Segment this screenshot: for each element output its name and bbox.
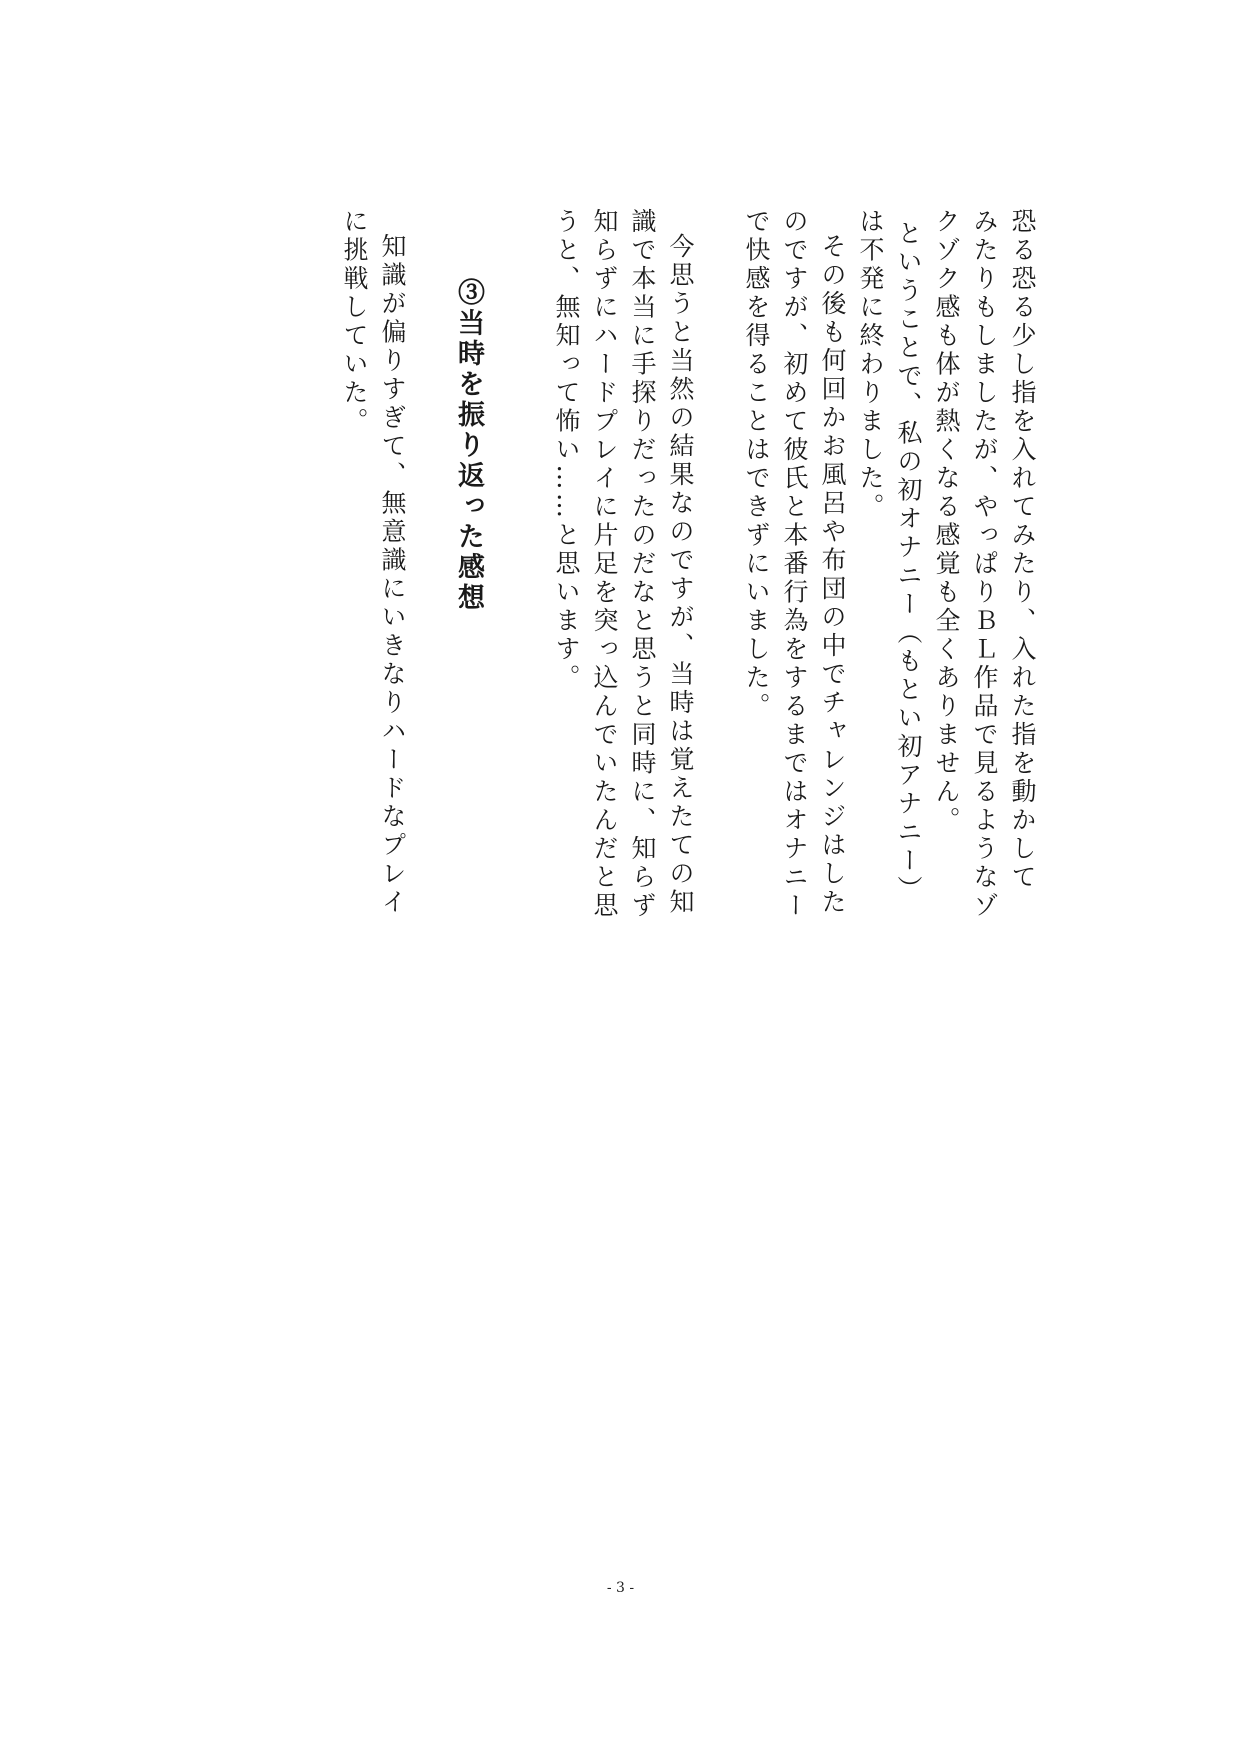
text-line: ということで、私の初オナニー（もとい初アナニー） bbox=[894, 220, 923, 904]
paragraph-gap bbox=[699, 208, 737, 868]
text-line: クゾク感も体が熱くなる感覚も全くありません。 bbox=[932, 208, 961, 835]
section-gap bbox=[487, 208, 547, 868]
text-line: 識で本当に手探りだったのだなと思うと同時に、知らず bbox=[628, 208, 657, 921]
text-line: みたりもしましたが、やっぱりＢＬ作品で見るようなゾ bbox=[970, 208, 999, 921]
text-line: は不発に終わりました。 bbox=[856, 208, 885, 522]
text-line: に挑戦していた。 bbox=[340, 208, 369, 436]
heading-gap bbox=[411, 208, 449, 868]
section-heading: ③当時を振り返った感想 bbox=[453, 278, 484, 614]
text-line: 恐る恐る少し指を入れてみたり、入れた指を動かして bbox=[1008, 208, 1037, 892]
page-number: - 3 - bbox=[606, 1580, 635, 1596]
text-line: のですが、初めて彼氏と本番行為をするまではオナニー bbox=[780, 208, 809, 921]
text-line: 今思うと当然の結果なのですが、当時は覚えたての知 bbox=[666, 233, 695, 917]
text-line: その後も何回かお風呂や布団の中でチャレンジはした bbox=[818, 233, 847, 917]
text-line: うと、無知って怖い……と思います。 bbox=[552, 208, 581, 693]
text-line: 知識が偏りすぎて、無意識にいきなりハードなプレイ bbox=[378, 233, 407, 917]
text-line: で快感を得ることはできずにいました。 bbox=[742, 208, 771, 721]
vertical-text-body bbox=[335, 208, 1041, 921]
text-line: 知らずにハードプレイに片足を突っ込んでいたんだと思 bbox=[590, 208, 619, 921]
